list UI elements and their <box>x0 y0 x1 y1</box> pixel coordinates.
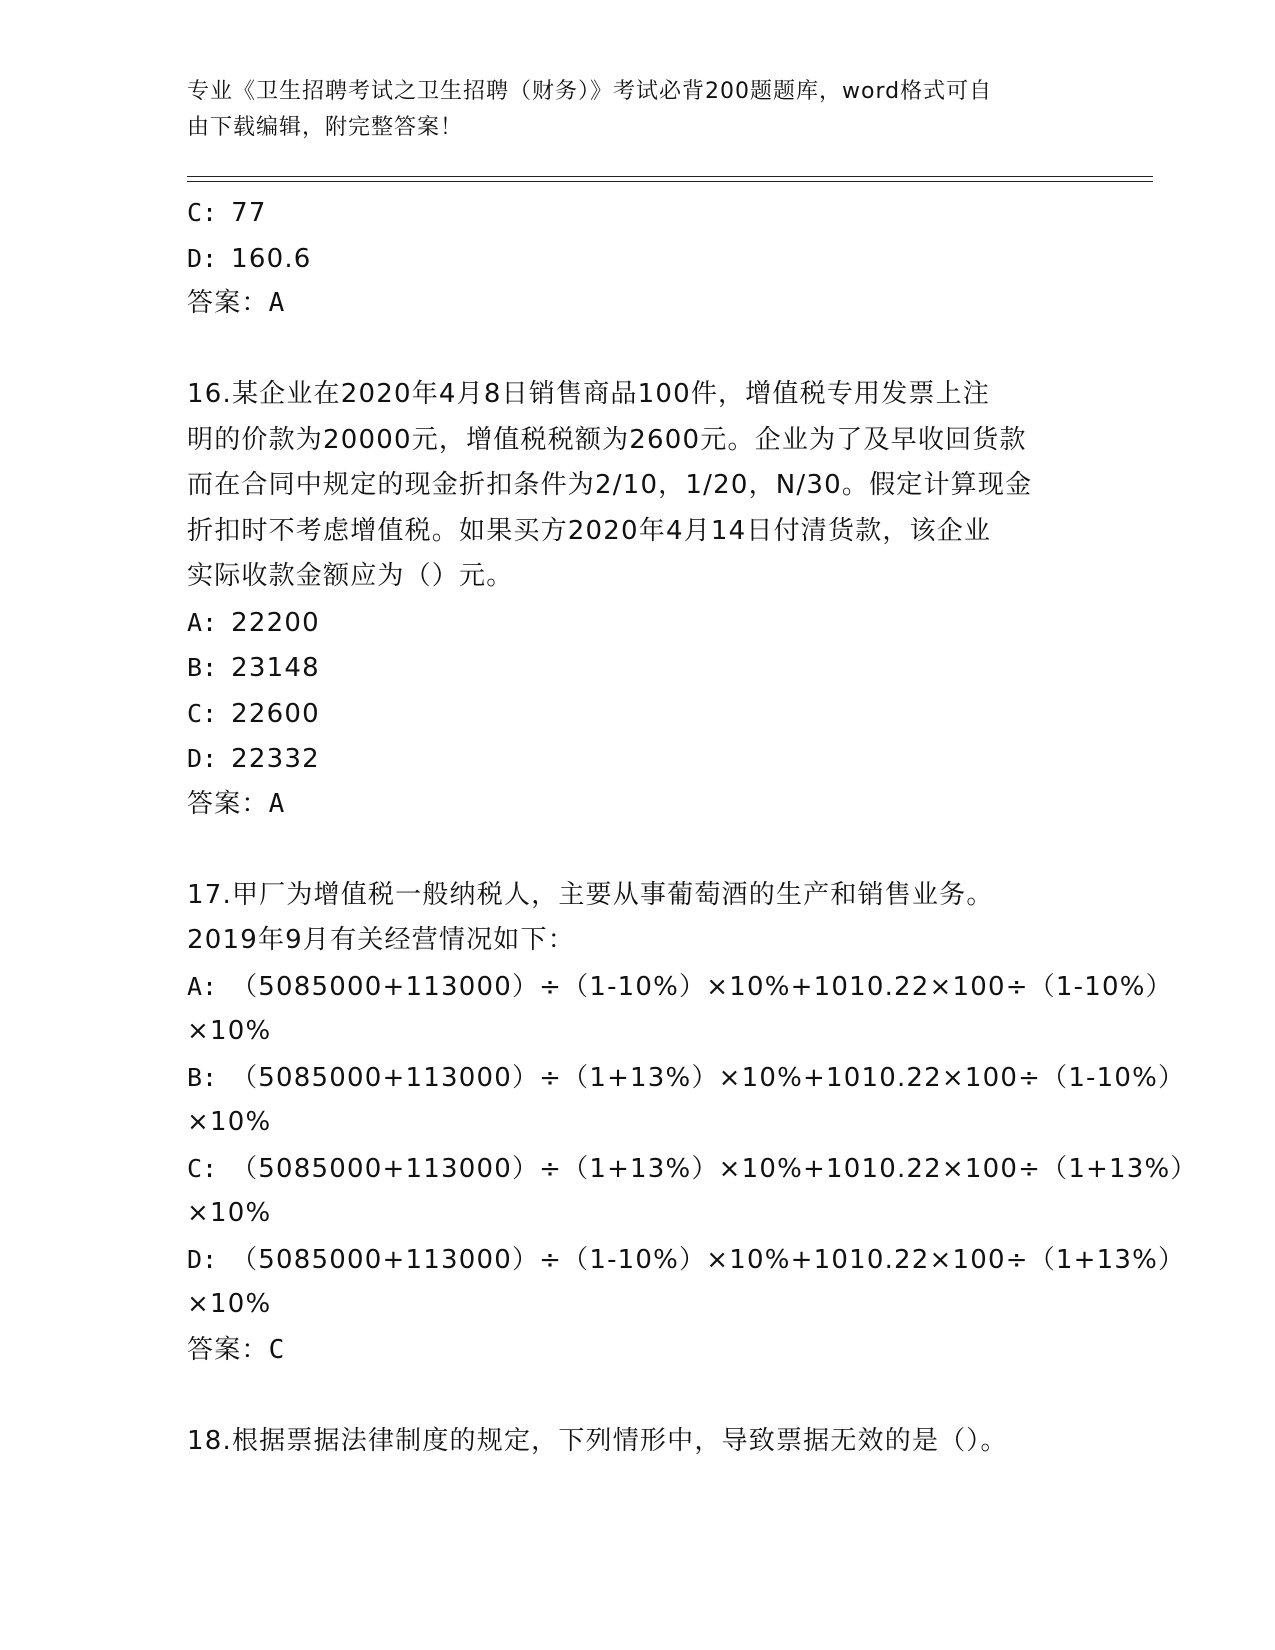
question-16 <box>187 372 1087 827</box>
question-line: 17.甲厂为增值税一般纳税人，主要从事葡萄酒的生产和销售业务。 <box>187 879 994 910</box>
option-text: 22332 <box>231 744 320 774</box>
option-label: D: <box>187 744 218 773</box>
option-c <box>187 190 1087 236</box>
question-line: 16.某企业在2020年4月8日销售商品100件，增值税专用发票上注 <box>187 379 991 409</box>
question-line: 2019年9月有关经营情况如下： <box>187 925 575 955</box>
answer-line <box>187 281 1087 327</box>
option-a <box>187 600 1087 646</box>
answer-line <box>187 782 1087 828</box>
option-text: 22200 <box>231 607 320 638</box>
answer-label: 答案： <box>187 1334 269 1365</box>
spacer <box>187 1373 1087 1419</box>
question-line: 18.根据票据法律制度的规定，下列情形中，导致票据无效的是（）。 <box>187 1425 1008 1456</box>
option-a <box>187 964 1173 1010</box>
header-rule-bottom <box>187 181 1153 182</box>
document-header <box>187 74 1067 146</box>
answer-line <box>187 1328 1087 1374</box>
option-label: C: <box>187 698 218 728</box>
question-line: 而在合同中规定的现金折扣条件为2/10，1/20，N/30。假定计算现金 <box>187 470 1033 500</box>
question-line: 明的价款为20000元，增值税税额为2600元。企业为了及早收回货款 <box>187 424 1027 455</box>
option-text: 23148 <box>231 653 320 683</box>
option-b <box>187 1055 1186 1101</box>
option-c <box>187 1146 1198 1192</box>
header-rule-top <box>187 176 1153 177</box>
option-text: 77 <box>231 198 267 228</box>
answer-label: 答案： <box>187 288 269 318</box>
option-text: （5085000+113000）÷（1-10%）×10%+1010.22×100÷（1-10%） <box>231 971 1173 1002</box>
option-label: D: <box>187 1244 218 1274</box>
question-18 <box>187 1419 1087 1465</box>
option-d <box>187 236 1087 282</box>
option-label: B: <box>187 1062 218 1092</box>
spacer <box>187 327 1087 373</box>
option-d <box>187 736 1087 782</box>
option-label: A: <box>187 971 218 1001</box>
option-c <box>187 691 1087 737</box>
question-line: 折扣时不考虑增值税。如果买方2020年4月14日付清货款，该企业 <box>187 515 992 546</box>
option-c-continued: ×10% <box>187 1198 272 1228</box>
option-label: B: <box>187 653 218 682</box>
question-line: 实际收款金额应为（）元。 <box>187 561 514 591</box>
option-a-continued: ×10% <box>187 1016 272 1046</box>
option-label: C: <box>187 1153 218 1183</box>
answer-key: A <box>268 288 286 318</box>
answer-label: 答案： <box>187 788 269 819</box>
option-text: （5085000+113000）÷（1-10%）×10%+1010.22×100÷（1+13%） <box>231 1244 1186 1275</box>
option-text: （5085000+113000）÷（1+13%）×10%+1010.22×100÷（1+13%） <box>231 1153 1198 1184</box>
document-body <box>187 190 1198 1464</box>
option-text: 160.6 <box>231 243 312 274</box>
answer-key: A <box>268 788 286 819</box>
option-d <box>187 1237 1186 1283</box>
question-17 <box>187 873 1198 1374</box>
header-line-2: 由下载编辑，附完整答案！ <box>187 115 464 140</box>
option-label: A: <box>187 607 218 637</box>
option-text: 22600 <box>231 698 320 729</box>
option-d-continued: ×10% <box>187 1289 272 1319</box>
header-line-1: 专业《卫生招聘考试之卫生招聘（财务）》考试必背200题题库，word格式可自 <box>187 79 993 104</box>
option-b-continued: ×10% <box>187 1107 272 1137</box>
option-text: （5085000+113000）÷（1+13%）×10%+1010.22×100÷（1-10%） <box>231 1062 1186 1093</box>
answer-key: C <box>268 1334 286 1365</box>
option-label: D: <box>187 243 218 273</box>
spacer <box>187 827 1087 873</box>
prev-question <box>187 190 1087 327</box>
option-b <box>187 645 1087 691</box>
option-label: C: <box>187 198 218 227</box>
